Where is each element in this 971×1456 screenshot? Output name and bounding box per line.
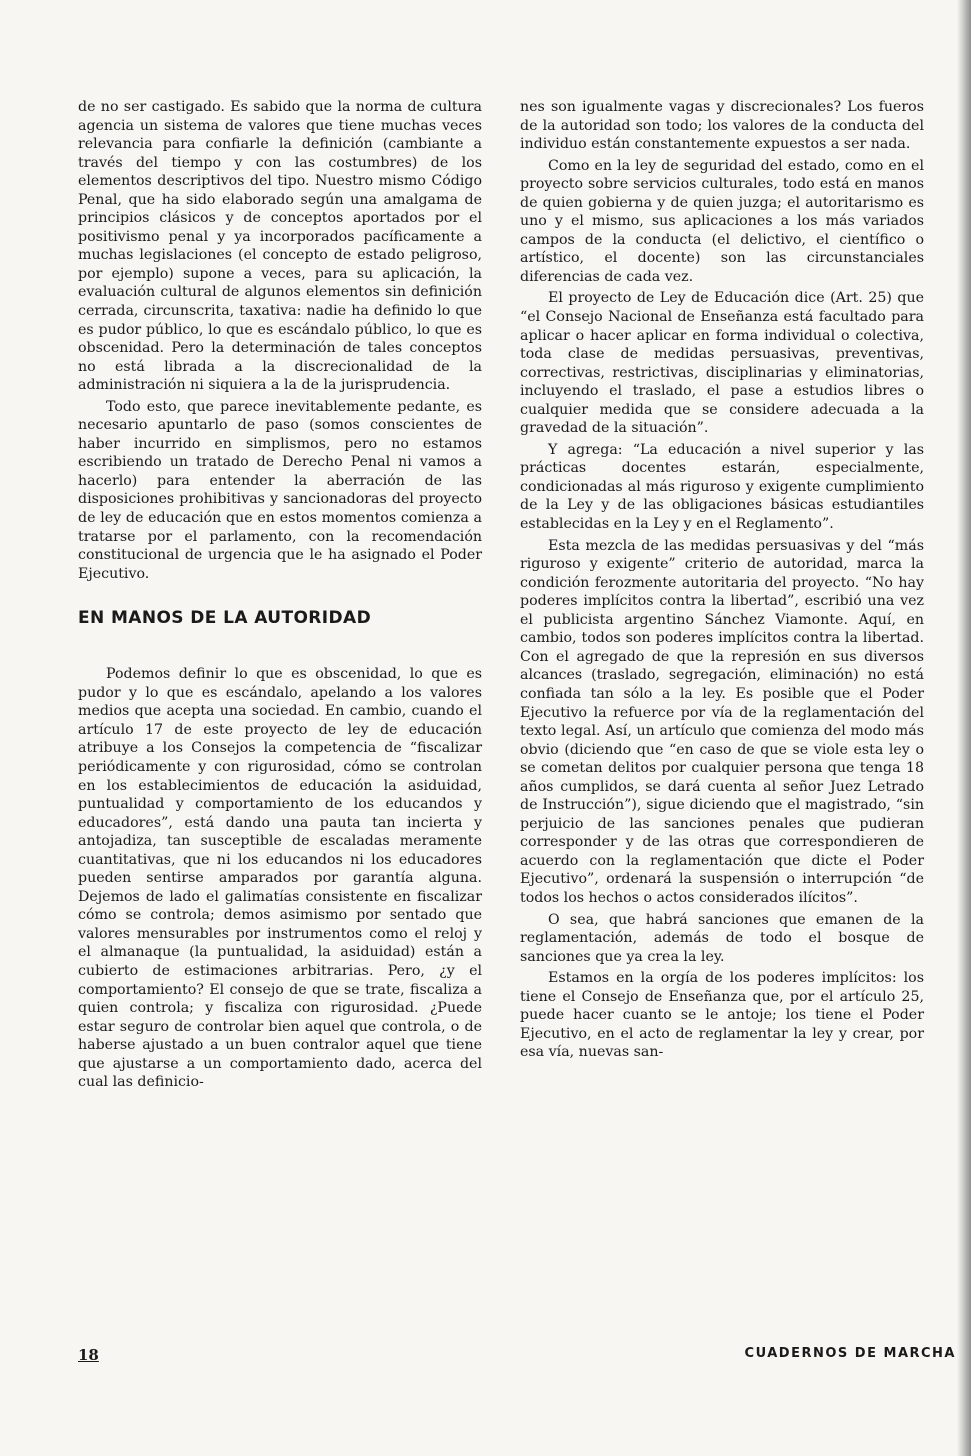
right-paragraph-4: Y agrega: “La educación a nivel superior y las prácticas docentes estarán, especialmente, condicionadas al más riguroso y exigente cumplimiento de la Ley y de las obligaciones básicas estudiantiles establecidas en la Ley y en el Reglamento”.	[520, 441, 924, 533]
right-paragraph-1: nes son igualmente vagas y discrecionales? Los fueros de la autoridad son todo; los valores de la conducta del individuo están constantemente expuestos a ser nada.	[520, 99, 924, 153]
right-paragraph-2: Como en la ley de seguridad del estado, como en el proyecto sobre servicios culturales, todo está en manos de quien gobierna y de quien juzga; el autoritarismo es uno y el mismo, sus aplicaciones a los más variados campos de la conducta (el delictivo, el científico o artístico, el docente) son las circunstanciales diferencias de cada vez.	[520, 157, 924, 285]
left-paragraph-2: Todo esto, que parece inevitablemente pedante, es necesario apuntarlo de paso (somos conscientes de haber incurrido en simplismos, pero no estamos escribiendo un tratado de Derecho Penal ni vamos a hacerlo) para entender la aberración de las disposiciones prohibitivas y sancionadoras del proyecto de ley de educación que en estos momentos comienza a tratarse por el parlamento, con la recomendación constitucional de urgencia que le ha asignado el Poder Ejecutivo.	[78, 398, 482, 582]
left-paragraph-1: de no ser castigado. Es sabido que la norma de cultura agencia un sistema de valores que tiene muchas veces relevancia para confiarle la definición (cambiante a través del tiempo y con las costumbres) de los elementos descriptivos del tipo. Nuestro mismo Código Penal, que ha sido elaborado según una amalgama de principios clásicos y de conceptos aportados por el positivismo penal y ya incorporados pacíficamente a muchas legislaciones (el concepto de estado peligroso, por ejemplo) supone a veces, para su aplicación, la evaluación cultural de algunos elementos sin definición cerrada, circunscrita, taxativa: nadie ha definido lo que es pudor público, lo que es escándalo público, lo que es obscenidad. Pero la determinación de tales conceptos no está librada a la discrecionalidad de la administración ni siquiera a la de la jurisprudencia.	[78, 99, 482, 394]
right-paragraph-6: O sea, que habrá sanciones que emanen de la reglamentación, además de todo el bosque de sanciones que ya crea la ley.	[520, 911, 924, 965]
page-edge-shadow	[957, 0, 971, 1456]
right-paragraph-5: Esta mezcla de las medidas persuasivas y del “más riguroso y exigente” criterio de autoridad, marca la condición ferozmente autoritaria del proyecto. “No hay poderes implícitos contra la libertad”, escribió una vez el publicista argentino Sánchez Viamonte. Aquí, en cambio, todos son poderes implícitos contra la libertad. Con el agregado de que la represión en sus diversos alcances (traslado, segregación, eliminación) no está confiada tan sólo a la ley. Es posible que el Poder Ejecutivo la refuerce por vía de la reglamentación del texto legal. Así, un artículo que comienza del modo más obvio (diciendo que “en caso de que se viole esta ley o se cometan delitos por cualquier persona que tenga 18 años cumplidos, se dará cuenta al señor Juez Letrado de Instrucción”), sigue diciendo que el magistrado, “sin perjuicio de las sanciones penales que pudieran corresponder y de las otras que correspondieren de acuerdo con la reglamentación que dicte el Poder Ejecutivo”, ordenará la suspensión o interrupción “de todos los hechos o actos considerados ilícitos”.	[520, 537, 924, 906]
left-column	[78, 98, 482, 1092]
right-paragraph-3: El proyecto de Ley de Educación dice (Art. 25) que “el Consejo Nacional de Enseñanza está facultado para aplicar o hacer aplicar en forma individual o colectiva, toda clase de medidas persuasivas, preventivas, correctivas, restrictivas, disciplinarias y eliminatorias, incluyendo el traslado, el pase a estudios libres o cualquier medida que se considere adecuada a la gravedad de la situación”.	[520, 290, 924, 437]
page-number: 18	[78, 1346, 99, 1364]
section-heading: EN MANOS DE LA AUTORIDAD	[78, 608, 372, 629]
left-paragraph-3: Podemos definir lo que es obscenidad, lo que es pudor y lo que es escándalo, apelando a los valores medios que acepta una sociedad. En cambio, cuando el artículo 17 de este proyecto de ley de educación atribuye a los Consejos la competencia de “fiscalizar periódicamente y con rigurosidad, cómo se controlan en los establecimientos de educación la asiduidad, puntualidad y comportamiento de los educandos y educadores”, está dando una pauta tan incierta y antojadiza, tan susceptible de escaladas meramente cuantitativas, que ni los educandos ni los educadores pueden sentirse amparados por garantía alguna. Dejemos de lado el galimatías consistente en fiscalizar cómo se controla; demos asimismo por sentado que valores mensurables por instrumentos como el reloj y el almanaque (la puntualidad, la asiduidad) están a cubierto de estimaciones arbitrarias. Pero, ¿y el comportamiento? El consejo de que se trate, fiscaliza a quien controla; y fiscaliza con rigurosidad. ¿Puede estar seguro de controlar bien aquel que controla, o de haberse ajustado a un buen contralor aquel que tiene que ajustarse a un comportamiento dado, acerca del cual las definicio-	[78, 666, 482, 1091]
publication-name: CUADERNOS DE MARCHA	[744, 1346, 956, 1361]
right-column	[520, 98, 924, 1062]
right-paragraph-7: Estamos en la orgía de los poderes implícitos: los tiene el Consejo de Enseñanza que, por el artículo 25, puede hacer cuanto se le antoje; los tiene el Poder Ejecutivo, en el acto de reglamentar la ley y crear, por esa vía, nuevas san-	[520, 970, 924, 1061]
